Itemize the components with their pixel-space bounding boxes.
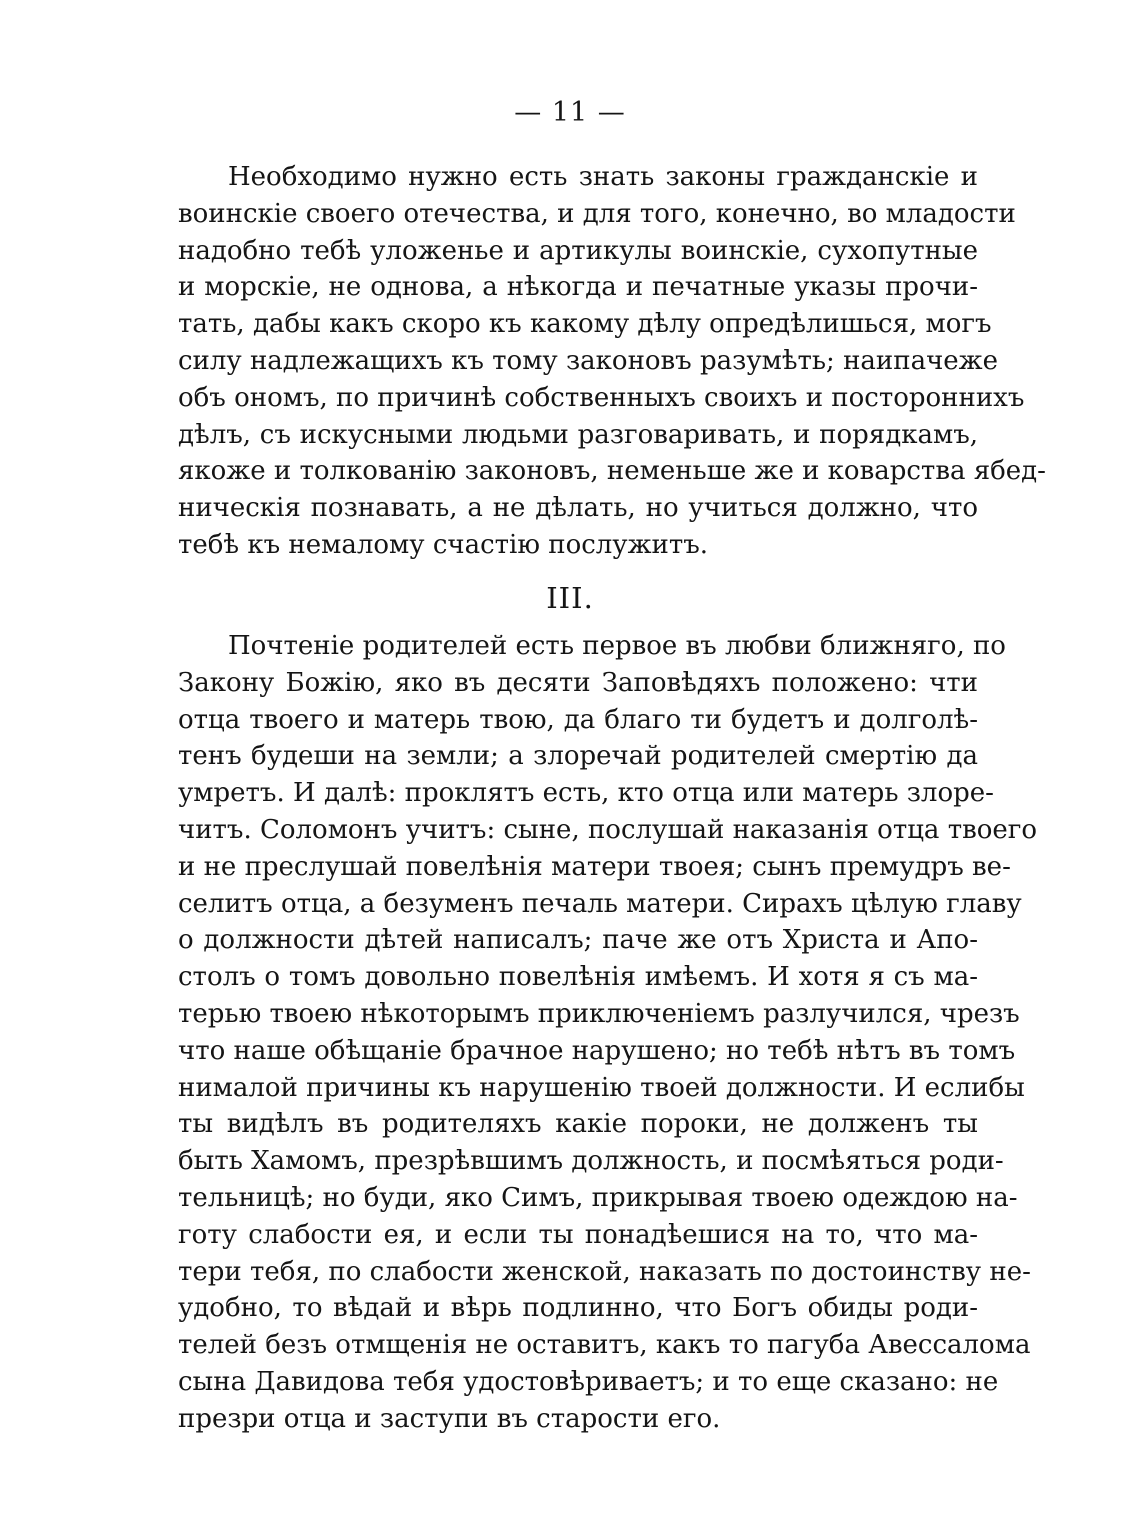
text-line: тебѣ къ немалому счастію послужитъ. (178, 529, 709, 560)
text-line: читъ. Соломонъ учитъ: сыне, послушай наказанія отца твоего (178, 814, 1038, 845)
text-line: дѣлъ, съ искусными людьми разговаривать, и порядкамъ, (178, 419, 978, 450)
text-line: отца твоего и матерь твою, да благо ти будетъ и долголѣ- (178, 704, 978, 735)
text-line: готу слабости ея, и если ты понадѣешися на то, что ма- (178, 1219, 978, 1250)
text-line: удобно, то вѣдай и вѣрь подлинно, что Богъ обиды роди- (178, 1293, 978, 1324)
text-line: якоже и толкованію законовъ, неменьше же и коварства ябед- (178, 456, 1046, 487)
page-number: — 11 — (514, 97, 626, 128)
text-line: Почтеніе родителей есть первое въ любви ближняго, по (228, 631, 1006, 661)
text-line: быть Хамомъ, презрѣвшимъ должность, и посмѣяться роди- (178, 1146, 1004, 1177)
text-line: и морскіе, не однова, а нѣкогда и печатные указы прочи- (178, 272, 978, 303)
text-line: что наше обѣщаніе брачное нарушено; но тебѣ нѣтъ въ томъ (178, 1035, 1016, 1066)
text-line: умретъ. И далѣ: проклятъ есть, кто отца или матерь злоре- (178, 778, 994, 809)
text-line: тери тебя, по слабости женской, наказать по достоинству не- (178, 1256, 1031, 1287)
text-line: тенъ будеши на земли; а злоречай родителей смертію да (178, 741, 978, 772)
text-line: Закону Божію, яко въ десяти Заповѣдяхъ положено: чти (178, 667, 978, 698)
text-line: о должности дѣтей написалъ; паче же отъ Христа и Апо- (178, 925, 978, 956)
paragraph-one (178, 159, 1046, 564)
text-line: ническія познавать, а не дѣлать, но учиться должно, что (178, 493, 978, 524)
text-line: столъ о томъ довольно повелѣнія имѣемъ. И хотя я съ ма- (178, 962, 978, 993)
text-line: воинскіе своего отечества, и для того, конечно, во младости (178, 198, 1016, 229)
section-heading: III. (546, 581, 594, 615)
text-line: объ ономъ, по причинѣ собственныхъ своихъ и постороннихъ (178, 382, 1025, 413)
text-line: нималой причины къ нарушенію твоей должности. И еслибы (178, 1072, 1025, 1103)
text-line: презри отца и заступи въ старости его. (178, 1403, 721, 1434)
text-line: и не преслушай повелѣнія матери твоея; сынъ премудръ ве- (178, 851, 1011, 882)
text-line: тать, дабы какъ скоро къ какому дѣлу опредѣлишься, могъ (178, 309, 992, 340)
paragraph-two (178, 628, 1038, 1438)
text-line: телей безъ отмщенія не оставитъ, какъ то пагуба Авессалома (178, 1330, 1031, 1361)
text-line: ты видѣлъ въ родителяхъ какіе пороки, не долженъ ты (178, 1109, 978, 1140)
text-line: селитъ отца, а безуменъ печаль матери. Сирахъ цѣлую главу (178, 888, 1022, 919)
text-line: силу надлежащихъ къ тому законовъ разумѣть; наипачеже (178, 345, 998, 376)
text-line: сына Давидова тебя удостовѣриваетъ; и то еще сказано: не (178, 1366, 999, 1397)
text-line: Необходимо нужно есть знать законы гражданскіе и (228, 162, 978, 192)
text-line: терью твоею нѣкоторымъ приключеніемъ разлучился, чрезъ (178, 998, 1020, 1029)
text-line: тельницѣ; но буди, яко Симъ, прикрывая твоею одеждою на- (178, 1182, 1018, 1213)
text-line: надобно тебѣ уложенье и артикулы воинскіе, сухопутные (178, 235, 978, 266)
